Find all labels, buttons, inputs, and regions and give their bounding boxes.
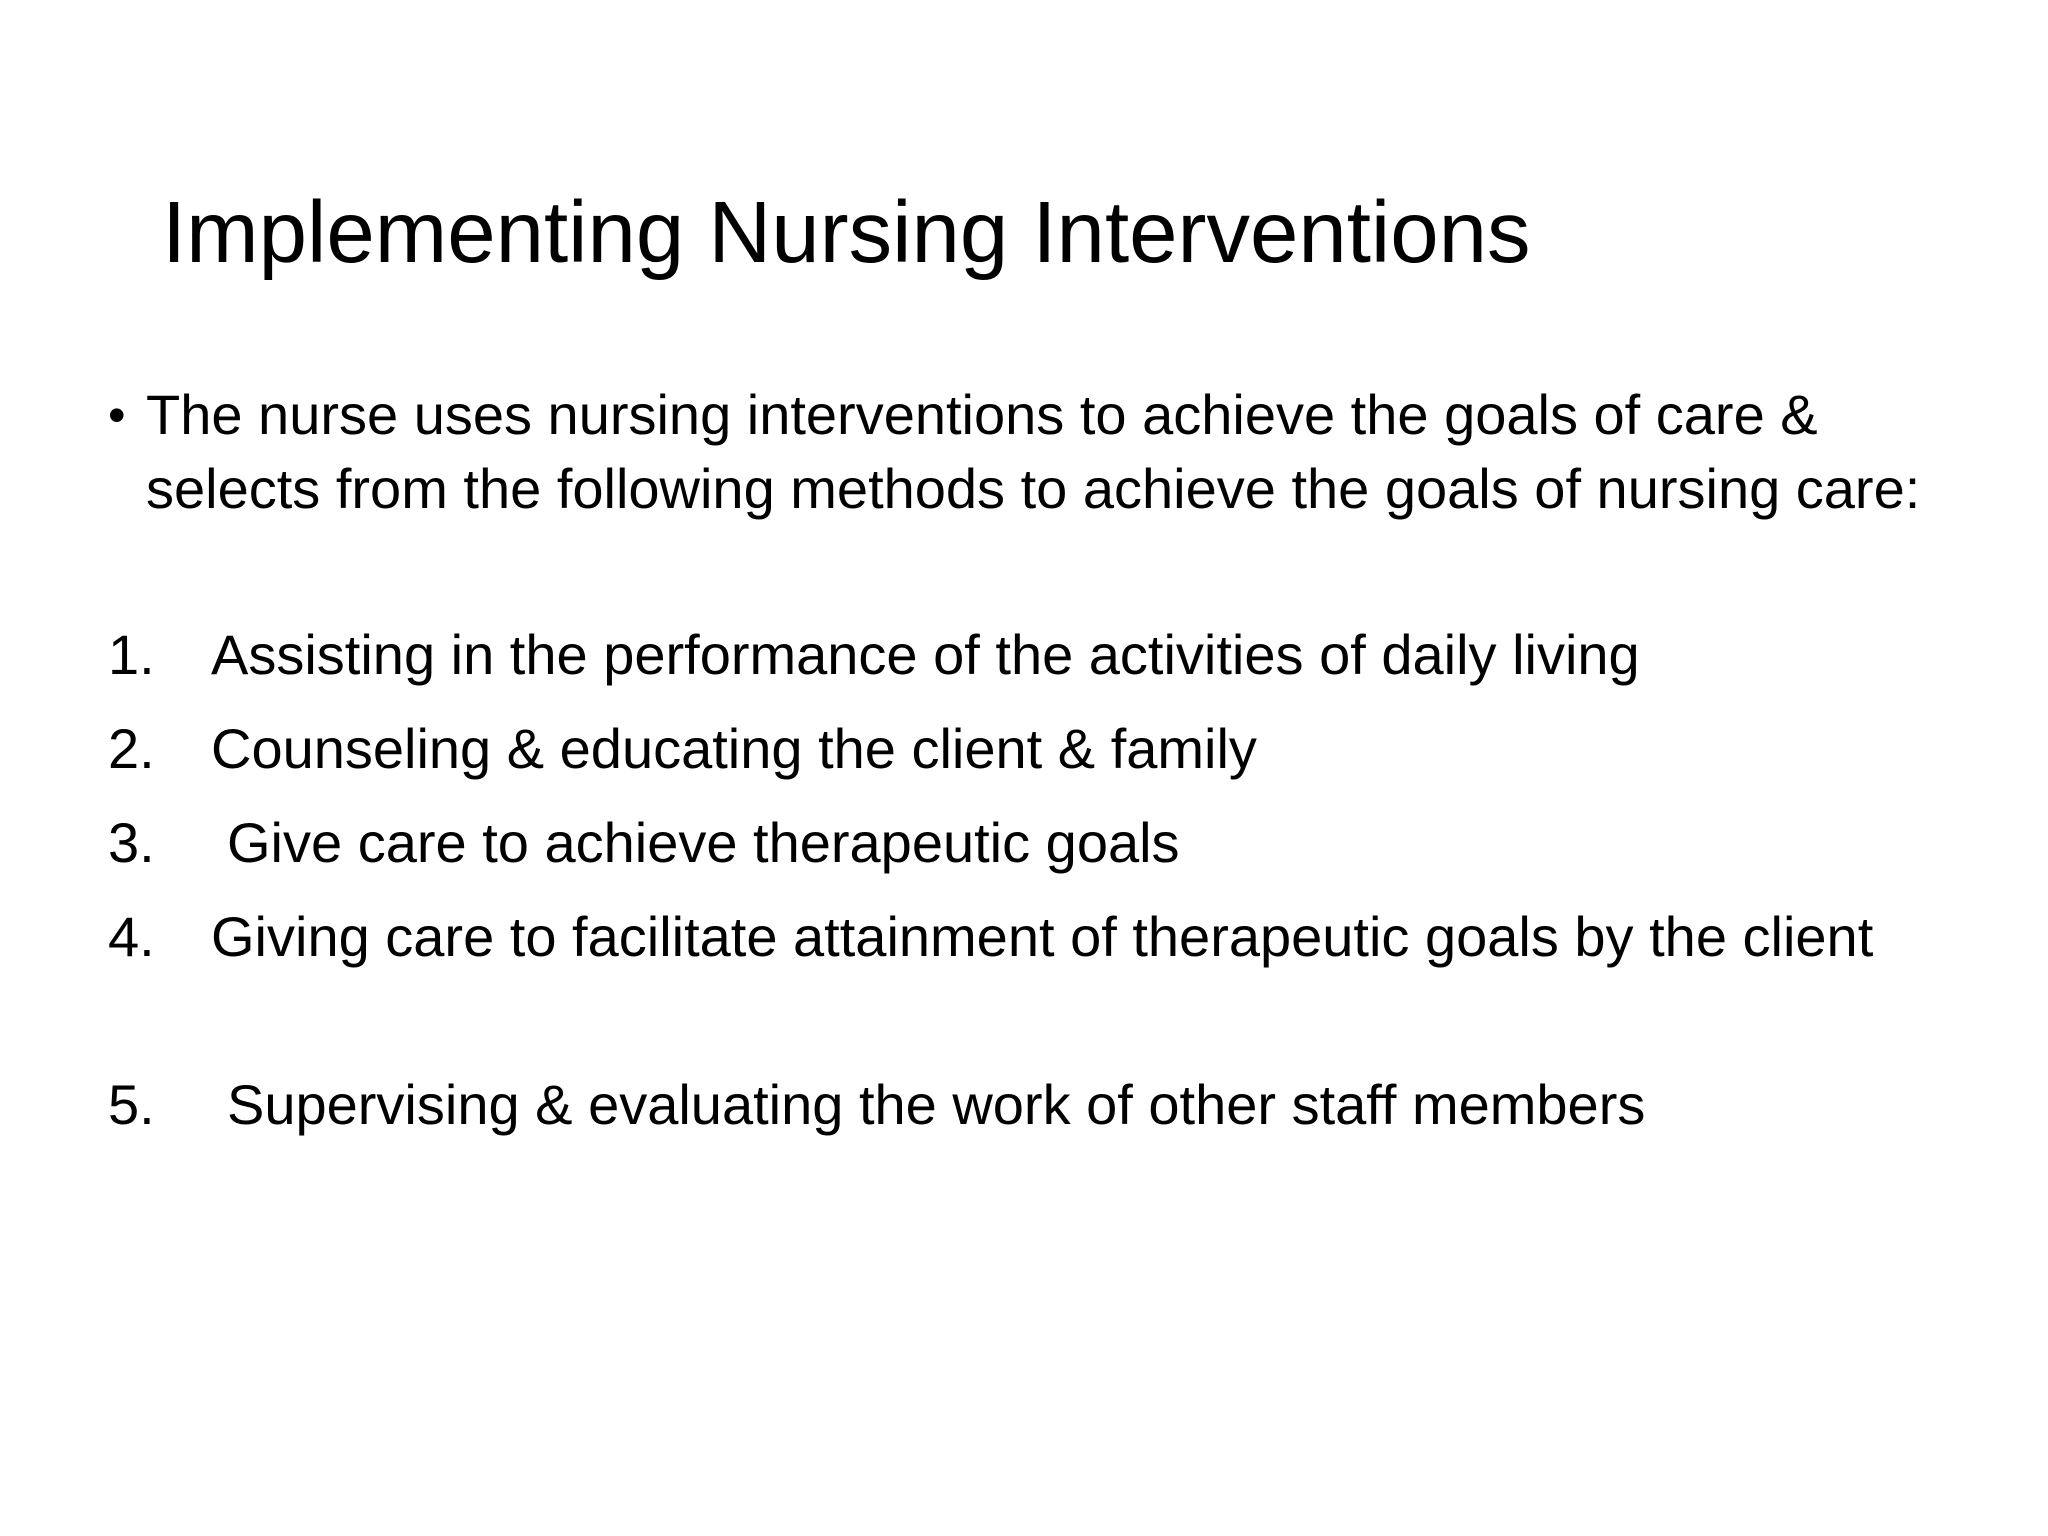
bullet-text: The nurse uses nursing interventions to achieve the goals of care & selects from the following methods to achieve the goals of nursing care: <box>146 383 1921 520</box>
list-item-text: Assisting in the performance of the activities of daily living <box>211 623 1640 686</box>
list-item-number: 1. <box>108 623 155 686</box>
list-item-number: 3. <box>108 811 155 874</box>
list-item-text: Counseling & educating the client & family <box>211 717 1257 780</box>
list-item-number: 4. <box>108 905 155 968</box>
list-item-text: Giving care to facilitate attainment of therapeutic goals by the client <box>211 905 1874 968</box>
bullet-row <box>108 378 1948 526</box>
list-item-text: Supervising & evaluating the work of other staff members <box>227 1073 1646 1136</box>
slide-title: Implementing Nursing Interventions <box>162 184 1531 281</box>
list-item <box>108 806 1948 880</box>
list-item <box>108 1068 1948 1142</box>
list-item <box>108 712 1948 786</box>
intro-bullet <box>108 378 1948 526</box>
list-item-number: 2. <box>108 717 155 780</box>
bullet-icon: • <box>108 387 126 443</box>
list-item-text: Give care to achieve therapeutic goals <box>227 811 1180 874</box>
list-item <box>108 618 1948 692</box>
list-item <box>108 900 1948 974</box>
list-item-number: 5. <box>108 1073 155 1136</box>
